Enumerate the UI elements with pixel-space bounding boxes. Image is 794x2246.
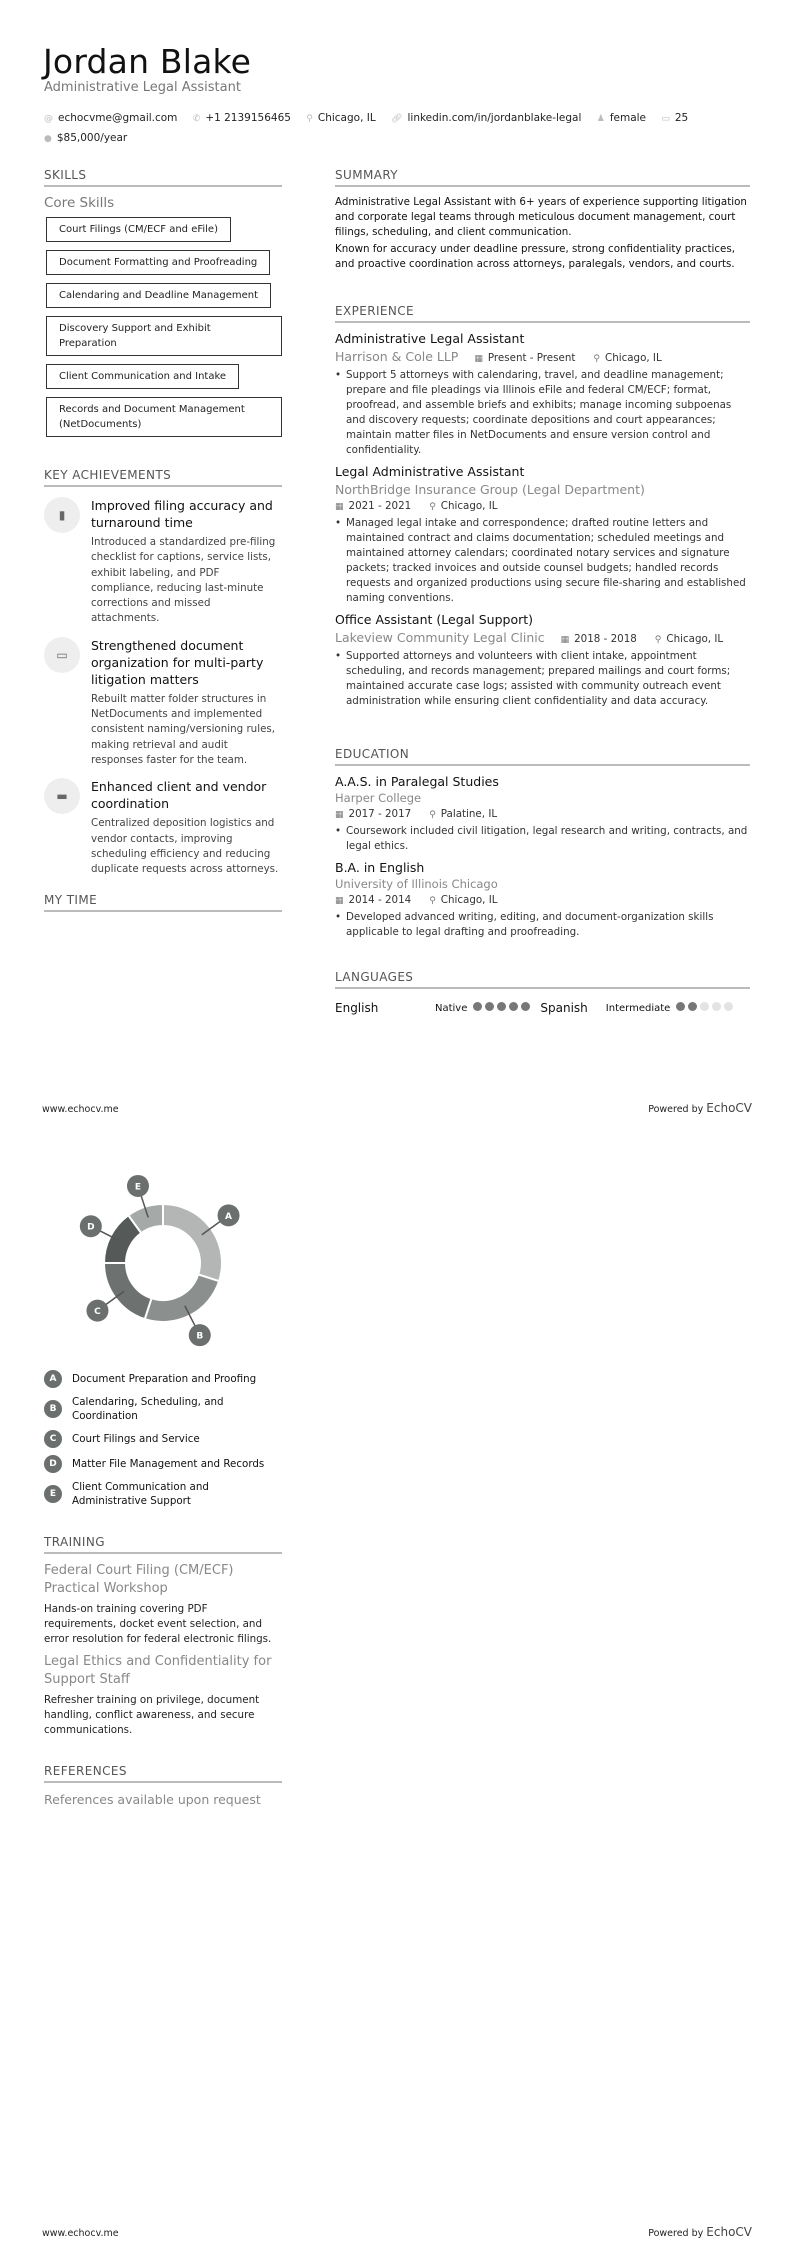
language-rating xyxy=(470,1002,530,1014)
edu-bullet: • Coursework included civil litigation, legal research and writing, contracts, and legal ethics. xyxy=(335,824,750,854)
my-time-donut-chart xyxy=(44,1160,282,1360)
experience-section xyxy=(335,304,750,709)
legend-badge: D xyxy=(44,1455,62,1473)
training-desc: Hands-on training covering PDF requirements, docket event selection, and error resolution for federal electronic filings. xyxy=(44,1603,272,1645)
calendar-icon: ▦ xyxy=(335,502,344,512)
location-icon: ⚲ xyxy=(429,810,436,820)
calendar-icon: ▦ xyxy=(335,810,344,820)
person-icon: ♟ xyxy=(596,114,605,124)
achievement-title: Improved filing accuracy and turnaround time xyxy=(91,498,273,530)
age-text: 25 xyxy=(674,112,689,124)
legend-label: Court Filings and Service xyxy=(72,1433,200,1445)
achievement-item xyxy=(44,497,282,627)
job-dates: Present - Present xyxy=(487,352,576,364)
candidate-name: Jordan Blake xyxy=(43,42,252,81)
edu-dates: 2014 - 2014 xyxy=(348,894,412,906)
rating-dot xyxy=(473,1002,482,1011)
school-name: University of Illinois Chicago xyxy=(335,877,498,891)
language-level: Intermediate xyxy=(605,1002,671,1014)
location-icon: ⚲ xyxy=(306,114,313,124)
donut-label: A xyxy=(225,1211,233,1222)
phone-icon: ✆ xyxy=(192,114,201,124)
powered-by-text: Powered by xyxy=(648,2228,704,2239)
languages-heading: LANGUAGES xyxy=(335,970,750,989)
gender-text: female xyxy=(609,112,647,124)
achievement-item xyxy=(44,637,282,768)
monitor-icon: ▬ xyxy=(44,778,80,814)
job-dates: 2018 - 2018 xyxy=(574,633,637,645)
school-name: Harper College xyxy=(335,791,422,805)
job-title: Administrative Legal Assistant xyxy=(335,331,525,346)
salary-text: $85,000/year xyxy=(56,132,128,144)
language-rating xyxy=(673,1002,733,1014)
education-section xyxy=(335,747,750,940)
training-desc: Refresher training on privilege, document handling, conflict awareness, and secure communications. xyxy=(44,1694,260,1736)
summary-paragraph: Administrative Legal Assistant with 6+ years of experience supporting litigation and corporate legal teams through meticulous document management, court filings, scheduling, and client communication. xyxy=(335,196,747,238)
job-dates: 2021 - 2021 xyxy=(348,500,412,512)
legend-item xyxy=(44,1370,282,1388)
legend-label: Calendaring, Scheduling, and Coordination xyxy=(72,1396,224,1422)
candidate-title: Administrative Legal Assistant xyxy=(44,80,241,95)
location-icon: ⚲ xyxy=(593,354,600,364)
linkedin-link[interactable]: linkedin.com/in/jordanblake-legal xyxy=(407,112,582,124)
skills-section xyxy=(44,168,282,443)
rating-dot xyxy=(676,1002,685,1011)
job-entry xyxy=(335,612,750,709)
donut-slice xyxy=(104,1263,152,1319)
footer-site-link[interactable]: www.echocv.me xyxy=(42,1104,119,1115)
calendar-icon: ▦ xyxy=(560,635,570,645)
references-section xyxy=(44,1764,282,1809)
achievements-section xyxy=(44,468,282,877)
donut-slice xyxy=(145,1274,219,1322)
email-icon: @ xyxy=(44,114,53,124)
edu-dates: 2017 - 2017 xyxy=(348,808,412,820)
footer-site-link[interactable]: www.echocv.me xyxy=(42,2228,119,2239)
calendar-icon: ▦ xyxy=(474,354,483,364)
achievement-title: Enhanced client and vendor coordination xyxy=(91,779,267,812)
donut-label: B xyxy=(196,1331,204,1342)
training-title: Legal Ethics and Confidentiality for Support Staff xyxy=(44,1654,272,1687)
bar-chart-icon: ▮ xyxy=(44,497,80,533)
language-level: Native xyxy=(435,1002,468,1014)
education-heading: EDUCATION xyxy=(335,747,750,766)
achievements-heading: KEY ACHIEVEMENTS xyxy=(44,468,282,487)
skill-tag: Court Filings (CM/ECF and eFile) xyxy=(46,217,231,242)
legend-label: Matter File Management and Records xyxy=(72,1458,265,1470)
footer-powered-by[interactable] xyxy=(648,1101,752,1115)
job-bullet: • Supported attorneys and volunteers with client intake, appointment scheduling, and records management; prepared mailings and court forms; maintained accurate case logs; assisted with community outreach event administration while ensuring client confidentiality and data accuracy. xyxy=(335,649,750,709)
edu-location: Chicago, IL xyxy=(440,894,498,906)
training-section xyxy=(44,1535,282,1738)
rating-dot xyxy=(497,1002,506,1011)
skills-group-title: Core Skills xyxy=(44,195,115,211)
location-icon: ⚲ xyxy=(654,635,662,645)
training-title: Federal Court Filing (CM/ECF) Practical Workshop xyxy=(44,1563,234,1596)
footer-powered-by[interactable] xyxy=(648,2225,752,2239)
skill-tag: Calendaring and Deadline Management xyxy=(46,283,271,308)
edu-bullet: • Developed advanced writing, editing, and document-organization skills applicable to legal drafting and proofreading. xyxy=(335,910,750,940)
legend-badge: A xyxy=(44,1370,62,1388)
achievement-title: Strengthened document organization for multi-party litigation matters xyxy=(91,637,264,687)
rating-dot xyxy=(724,1002,733,1011)
training-heading: TRAINING xyxy=(44,1535,282,1554)
legend-badge: E xyxy=(44,1485,62,1503)
legend-badge: C xyxy=(44,1430,62,1448)
languages-section xyxy=(335,970,750,1015)
rating-dot xyxy=(509,1002,518,1011)
donut-label: C xyxy=(94,1307,101,1318)
job-title: Office Assistant (Legal Support) xyxy=(335,612,534,627)
company-name: Harrison & Cole LLP xyxy=(335,349,459,364)
legend-label: Client Communication and Administrative Support xyxy=(72,1481,209,1507)
job-title: Legal Administrative Assistant xyxy=(335,464,525,479)
company-name: Lakeview Community Legal Clinic xyxy=(335,630,545,645)
rating-dot xyxy=(712,1002,721,1011)
rating-dot xyxy=(688,1002,697,1011)
legend-item xyxy=(44,1395,282,1423)
location-text: Chicago, IL xyxy=(317,112,376,124)
calendar-icon: ▦ xyxy=(335,896,344,906)
calendar-icon: ▭ xyxy=(661,114,670,124)
job-bullet: • Managed legal intake and correspondence; drafted routine letters and maintained contract and claims documentation; scheduled meetings and maintained attorney calendars; coordinated notary services and signature packets; tracked invoices and outside counsel budgets; handled records requests and organized productions using secure file-sharing and established naming conventions. xyxy=(335,516,750,606)
my-time-legend xyxy=(44,1370,282,1515)
legend-badge: B xyxy=(44,1400,62,1418)
edu-location: Palatine, IL xyxy=(440,808,498,820)
legend-item xyxy=(44,1480,282,1508)
achievement-desc: Introduced a standardized pre-filing checklist for captions, service lists, exhibit labeling, and PDF compliance, reducing last-minute corrections and missed attachments. xyxy=(91,536,276,625)
achievement-desc: Centralized deposition logistics and vendor contacts, improving scheduling efficiency and reducing duplicate requests across attorneys. xyxy=(91,817,279,876)
job-location: Chicago, IL xyxy=(440,500,498,512)
salary-icon: ● xyxy=(44,134,52,144)
skills-heading: SKILLS xyxy=(44,168,282,187)
legend-item xyxy=(44,1455,282,1473)
summary-paragraph: Known for accuracy under deadline pressure, strong confidentiality practices, and proactive coordination across attorneys, paralegals, vendors, and courts. xyxy=(335,243,736,270)
my-time-section xyxy=(44,893,282,920)
phone-text[interactable]: +1 2139156465 xyxy=(205,112,291,124)
skill-tag: Document Formatting and Proofreading xyxy=(46,250,270,275)
skill-tag: Records and Document Management (NetDocuments) xyxy=(46,397,282,437)
legend-item xyxy=(44,1430,282,1448)
rating-dot xyxy=(485,1002,494,1011)
link-icon: 🔗︎ xyxy=(391,114,403,124)
references-heading: REFERENCES xyxy=(44,1764,282,1783)
rating-dot xyxy=(521,1002,530,1011)
email-link[interactable]: echocvme@gmail.com xyxy=(58,112,178,124)
language-name: English xyxy=(335,1001,379,1015)
degree-title: A.A.S. in Paralegal Studies xyxy=(335,774,499,789)
references-text: References available upon request xyxy=(44,1792,261,1807)
summary-heading: SUMMARY xyxy=(335,168,750,187)
achievement-item xyxy=(44,778,282,877)
education-entry xyxy=(335,774,750,854)
money-icon: ▭ xyxy=(44,637,80,673)
job-location: Chicago, IL xyxy=(605,352,662,364)
location-icon: ⚲ xyxy=(429,896,436,906)
language-name: Spanish xyxy=(540,1001,588,1015)
my-time-heading: MY TIME xyxy=(44,893,282,912)
legend-label: Document Preparation and Proofing xyxy=(72,1373,257,1385)
job-entry xyxy=(335,331,750,458)
skill-tag: Discovery Support and Exhibit Preparation xyxy=(46,316,282,356)
donut-label: E xyxy=(134,1182,142,1193)
summary-section xyxy=(335,168,750,272)
degree-title: B.A. in English xyxy=(335,860,425,875)
brand-name: EchoCV xyxy=(706,2225,752,2239)
donut-label: D xyxy=(87,1222,95,1233)
job-location: Chicago, IL xyxy=(666,633,724,645)
rating-dot xyxy=(700,1002,709,1011)
contact-info xyxy=(44,109,764,149)
brand-name: EchoCV xyxy=(706,1101,752,1115)
achievement-desc: Rebuilt matter folder structures in NetDocuments and implemented consistent naming/versioning rules, making retrieval and audit responses faster for the team. xyxy=(91,692,276,766)
company-name: NorthBridge Insurance Group (Legal Department) xyxy=(335,482,645,497)
location-icon: ⚲ xyxy=(429,502,436,512)
experience-heading: EXPERIENCE xyxy=(335,304,750,323)
skill-tag: Client Communication and Intake xyxy=(46,364,239,389)
education-entry xyxy=(335,860,750,940)
powered-by-text: Powered by xyxy=(648,1104,704,1115)
donut-slice xyxy=(163,1204,222,1281)
job-bullet: • Support 5 attorneys with calendaring, travel, and deadline management; prepare and file pleadings via Illinois eFile and federal CM/ECF; format, proofread, and assemble briefs and exhibits; manage incoming subpoenas and discovery requests; coordinate depositions and court appearances; maintain matter files in NetDocuments and ensure version control and confidentiality. xyxy=(335,368,750,458)
job-entry xyxy=(335,464,750,606)
